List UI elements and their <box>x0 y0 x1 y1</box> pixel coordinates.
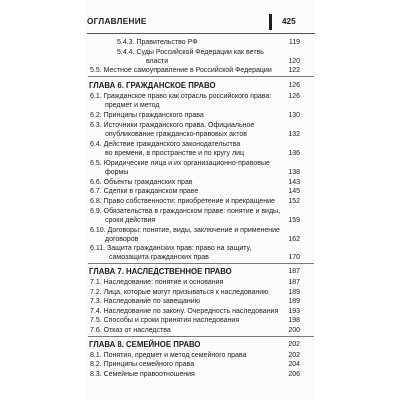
toc-entry-page: 206 <box>288 371 300 378</box>
toc-entry-page: 145 <box>288 188 300 195</box>
header-title: ОГЛАВЛЕНИЕ <box>87 17 147 26</box>
toc-entry-text: 7.4. Наследование по закону. Очередность наследования <box>90 308 279 315</box>
header-page-number: 425 <box>282 17 296 26</box>
chapter-title: ГЛАВА 6. ГРАЖДАНСКОЕ ПРАВО <box>89 81 216 90</box>
toc-entry-page: 204 <box>288 361 300 368</box>
toc-entry-text: 7.2. Лица, которые могут призываться к наследованию <box>90 289 269 296</box>
toc-entry-page: 130 <box>288 112 300 119</box>
toc-entry-text-cont: предмет и метод <box>105 102 160 109</box>
toc-entry-text-cont: самозащита гражданских прав <box>109 254 209 261</box>
toc-entry-page: 198 <box>288 317 300 324</box>
toc-entry-text: 7.3. Наследование по завещанию <box>90 298 200 305</box>
toc-entry-text-cont: формы <box>105 169 129 176</box>
chapter-divider <box>88 76 314 77</box>
toc-entry-text-cont: опубликование гражданско-правовых актов <box>105 131 247 138</box>
toc-entry-text: 6.11. Защита гражданских прав: право на защиту, <box>90 245 252 252</box>
toc-entry-text: 8.3. Семейные правоотношения <box>90 371 195 378</box>
toc-entry-text: 6.9. Обязательства в гражданском праве: понятие и виды, <box>90 208 281 215</box>
toc-entry-page: 200 <box>288 327 300 334</box>
toc-entry-text-cont: договоров <box>105 236 139 243</box>
toc-entry-text: 8.2. Принципы семейного права <box>90 361 195 368</box>
toc-entry-page: 152 <box>288 198 300 205</box>
toc-entry-page: 202 <box>288 352 300 359</box>
toc-entry-text: 6.5. Юридические лица и их организационно-правовые <box>90 160 270 167</box>
toc-entry-text: 6.1. Гражданское право как отрасль российского права: <box>90 93 272 100</box>
toc-entry-text: 7.5. Способы и сроки принятия наследования <box>90 317 240 324</box>
chapter-title: ГЛАВА 7. НАСЛЕДСТВЕННОЕ ПРАВО <box>89 267 232 276</box>
toc-entry-text: 6.6. Объекты гражданских прав <box>90 179 193 186</box>
toc-entry-page: 189 <box>288 289 300 296</box>
toc-entry-text: 6.10. Договоры: понятие, виды, заключение и применение <box>90 227 280 234</box>
toc-entry-page: 193 <box>288 308 300 315</box>
toc-entry-page: 189 <box>288 298 300 305</box>
toc-entry-page: 170 <box>288 254 300 261</box>
chapter-title: ГЛАВА 8. СЕМЕЙНОЕ ПРАВО <box>89 340 201 349</box>
chapter-divider <box>88 336 314 337</box>
toc-entry-text: 6.3. Источники гражданского права. Официальное <box>90 122 255 129</box>
chapter-divider <box>88 263 314 264</box>
toc-entry-page: 187 <box>288 279 300 286</box>
toc-entry-page: 132 <box>288 131 300 138</box>
toc-entry-page: 119 <box>288 39 300 46</box>
toc-entry-page: 159 <box>288 217 300 224</box>
header-rule <box>87 33 315 34</box>
toc-entry-text: 7.6. Отказ от наследства <box>90 327 171 334</box>
toc-entry-page: 136 <box>288 150 300 157</box>
toc-entry-page: 122 <box>288 67 300 74</box>
toc-entry-page: 162 <box>288 236 300 243</box>
toc-entry-text: 6.8. Право собственности: приобретение и прекращение <box>90 198 275 205</box>
toc-entry-text: 5.5. Местное самоуправление в Российской Федерации <box>90 67 272 74</box>
toc-entry-text-cont: во времени, в пространстве и по кругу лиц <box>105 150 244 157</box>
chapter-page: 126 <box>288 82 300 89</box>
header-bar <box>269 14 272 30</box>
toc-entry-page: 138 <box>288 169 300 176</box>
toc-entry-text: 5.4.3. Правительство РФ <box>117 39 198 46</box>
toc-entry-text: 7.1. Наследование: понятие и основания <box>90 279 224 286</box>
chapter-page: 187 <box>288 268 300 275</box>
toc-entry-text: 6.2. Принципы гражданского права <box>90 112 204 119</box>
toc-entry-page: 120 <box>288 58 300 65</box>
page-header <box>87 14 315 34</box>
toc-entry-page: 143 <box>288 179 300 186</box>
toc-entry-text-cont: сроки действия <box>105 217 156 224</box>
toc-entry-text: 6.4. Действие гражданского законодательства <box>90 141 241 148</box>
chapter-page: 202 <box>288 341 300 348</box>
toc-entry-text-cont: власти <box>146 58 169 65</box>
toc-entry-text: 8.1. Понятия, предмет и метод семейного права <box>90 352 247 359</box>
toc-entry-text: 6.7. Сделки в гражданском праве <box>90 188 199 195</box>
toc-entry-text: 5.4.4. Суды Российской Федерации как ветвь <box>117 49 264 56</box>
toc-entry-page: 126 <box>288 93 300 100</box>
